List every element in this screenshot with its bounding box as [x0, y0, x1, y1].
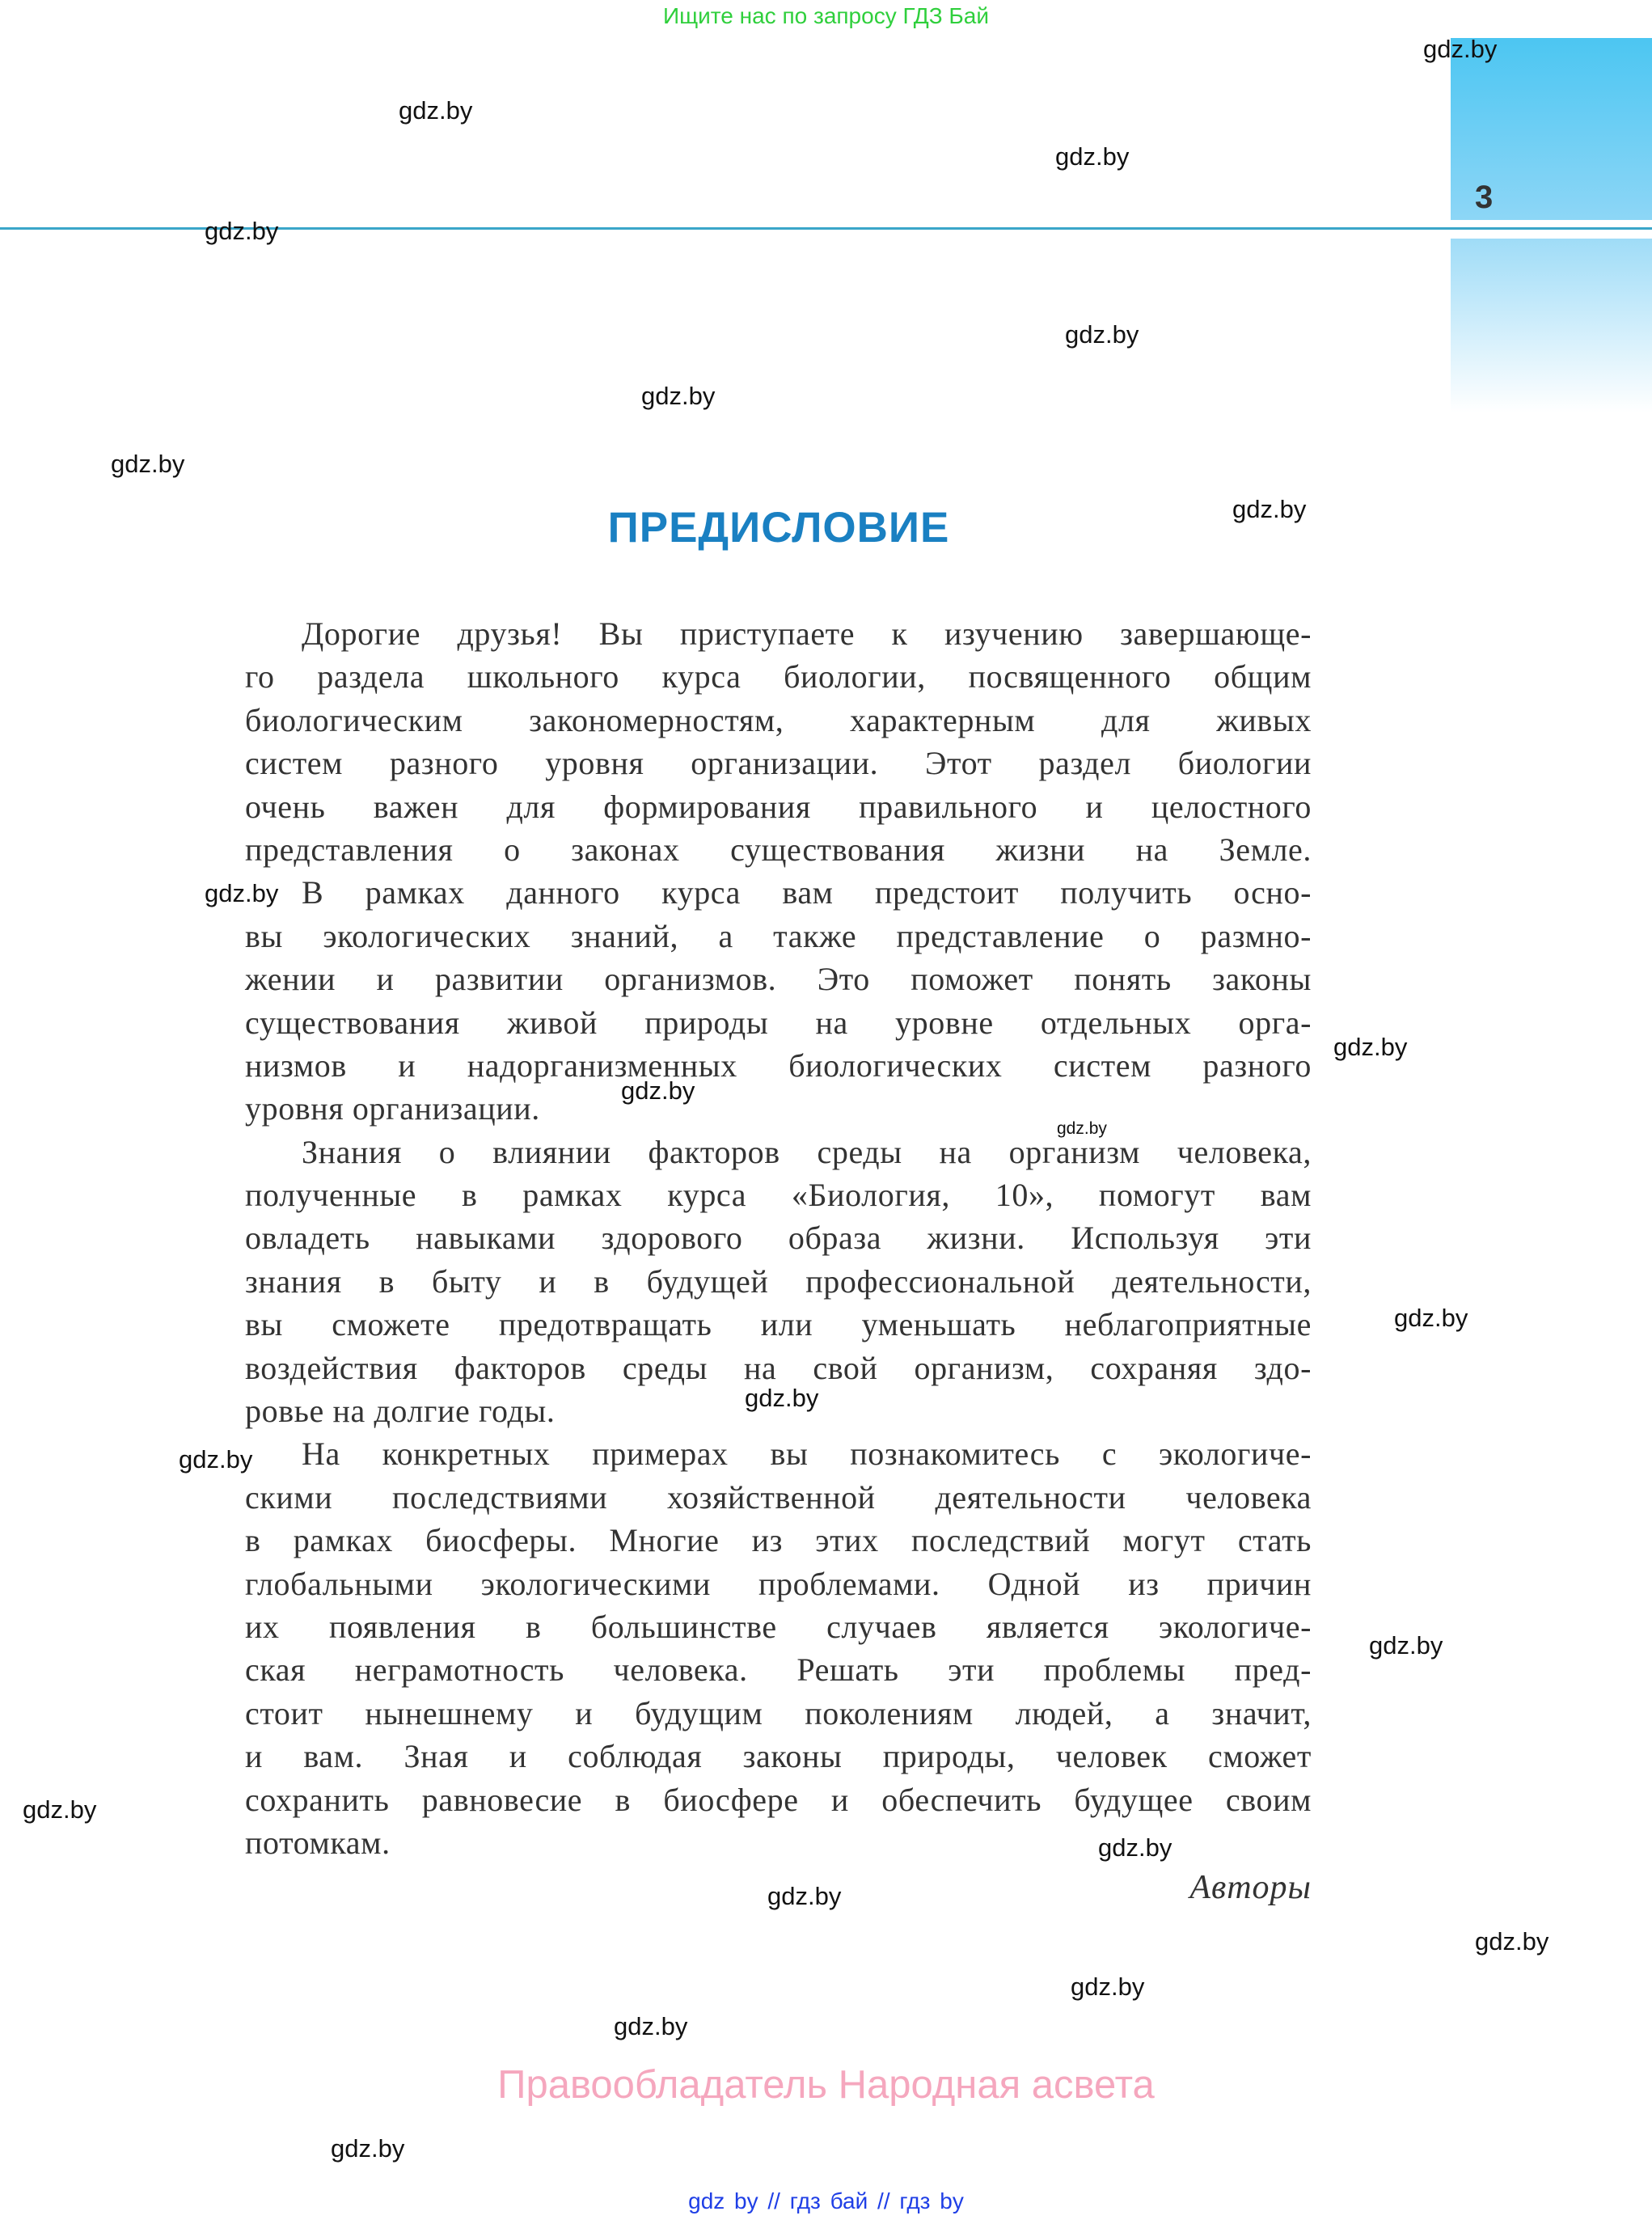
text-line: стоит нынешнему и будущим поколениям людей, а значит,	[245, 1694, 1312, 1731]
text-line: вы сможете предотвращать или уменьшать неблагоприятные	[245, 1306, 1312, 1343]
text-line: уровня организации.	[245, 1090, 540, 1127]
watermark: gdz.by	[614, 2012, 688, 2040]
text-line: вы экологических знаний, а также представление о размно-	[245, 917, 1312, 954]
text-line: систем разного уровня организации. Этот раздел биологии	[245, 745, 1312, 782]
watermark: gdz.by	[1423, 35, 1498, 63]
footer-links: gdz by // гдз бай // гдз by	[688, 2188, 964, 2213]
signature: Авторы	[1189, 1869, 1312, 1906]
text-line: скими последствиями хозяйственной деятельности человека	[245, 1478, 1312, 1516]
text-line: существования живой природы на уровне отдельных орга-	[245, 1004, 1312, 1041]
text-line: знания в быту и в будущей профессиональной деятельности,	[245, 1262, 1312, 1300]
watermark: gdz.by	[1057, 1119, 1107, 1138]
text-line: ская неграмотность человека. Решать эти проблемы пред-	[245, 1651, 1312, 1689]
watermark: gdz.by	[1055, 142, 1130, 171]
text-line: очень важен для формирования правильного и целостного	[245, 788, 1312, 825]
text-line: овладеть навыками здорового образа жизни. Используя эти	[245, 1220, 1312, 1257]
text-line: и вам. Зная и соблюдая законы природы, человек сможет	[245, 1738, 1312, 1775]
watermark: gdz.by	[641, 382, 716, 410]
text-line: Дорогие друзья! Вы приступаете к изучению завершающе-	[302, 615, 1312, 652]
watermark: gdz.by	[205, 217, 279, 245]
text-line: Знания о влиянии факторов среды на организм человека,	[302, 1133, 1312, 1170]
copyright-notice: Правообладатель Народная асвета	[497, 2063, 1155, 2107]
page-tab-gradient	[1451, 239, 1652, 412]
text-line: глобальными экологическими проблемами. Одной из причин	[245, 1565, 1312, 1602]
watermark: gdz.by	[745, 1384, 819, 1412]
text-line: потомкам.	[245, 1824, 391, 1861]
text-line: На конкретных примерах вы познакомитесь с экологиче-	[302, 1435, 1312, 1473]
watermark: gdz.by	[1369, 1631, 1443, 1660]
watermark: gdz.by	[205, 879, 279, 907]
text-line: жении и развитии организмов. Это поможет понять законы	[245, 961, 1312, 998]
text-line: представления о законах существования жизни на Земле.	[245, 831, 1312, 868]
text-line: полученные в рамках курса «Биология, 10», помогут вам	[245, 1177, 1312, 1214]
text-line: В рамках данного курса вам предстоит получить осно-	[302, 874, 1312, 911]
watermark: gdz.by	[621, 1076, 695, 1105]
watermark: gdz.by	[1098, 1833, 1172, 1862]
watermark: gdz.by	[179, 1445, 253, 1474]
watermark: gdz.by	[1232, 495, 1307, 523]
text-line: сохранить равновесие в биосфере и обеспечить будущее своим	[245, 1781, 1312, 1818]
watermark: gdz.by	[399, 96, 473, 125]
page-title: ПРЕДИСЛОВИЕ	[607, 504, 950, 552]
watermark: gdz.by	[767, 1882, 842, 1910]
watermark: gdz.by	[1475, 1927, 1549, 1956]
text-line: низмов и надорганизменных биологических систем разного	[245, 1046, 1312, 1084]
watermark: gdz.by	[23, 1795, 97, 1824]
search-hint-banner: Ищите нас по запросу ГДЗ Бай	[662, 3, 990, 28]
watermark: gdz.by	[1065, 320, 1139, 349]
text-line: го раздела школьного курса биологии, посвященного общим	[245, 658, 1312, 696]
text-line: воздействия факторов среды на свой организм, сохраняя здо-	[245, 1349, 1312, 1386]
preface-body	[245, 612, 1312, 1864]
watermark: gdz.by	[331, 2134, 405, 2163]
watermark: gdz.by	[111, 450, 185, 478]
text-line: биологическим закономерностям, характерным для живых	[245, 701, 1312, 738]
watermark: gdz.by	[1394, 1304, 1468, 1332]
text-line: их появления в большинстве случаев является экологиче-	[245, 1608, 1312, 1645]
page-number: 3	[1475, 180, 1494, 215]
text-line: в рамках биосферы. Многие из этих последствий могут стать	[245, 1522, 1312, 1559]
text-line: ровье на долгие годы.	[245, 1393, 556, 1430]
watermark: gdz.by	[1333, 1033, 1408, 1061]
watermark: gdz.by	[1071, 1972, 1145, 2001]
